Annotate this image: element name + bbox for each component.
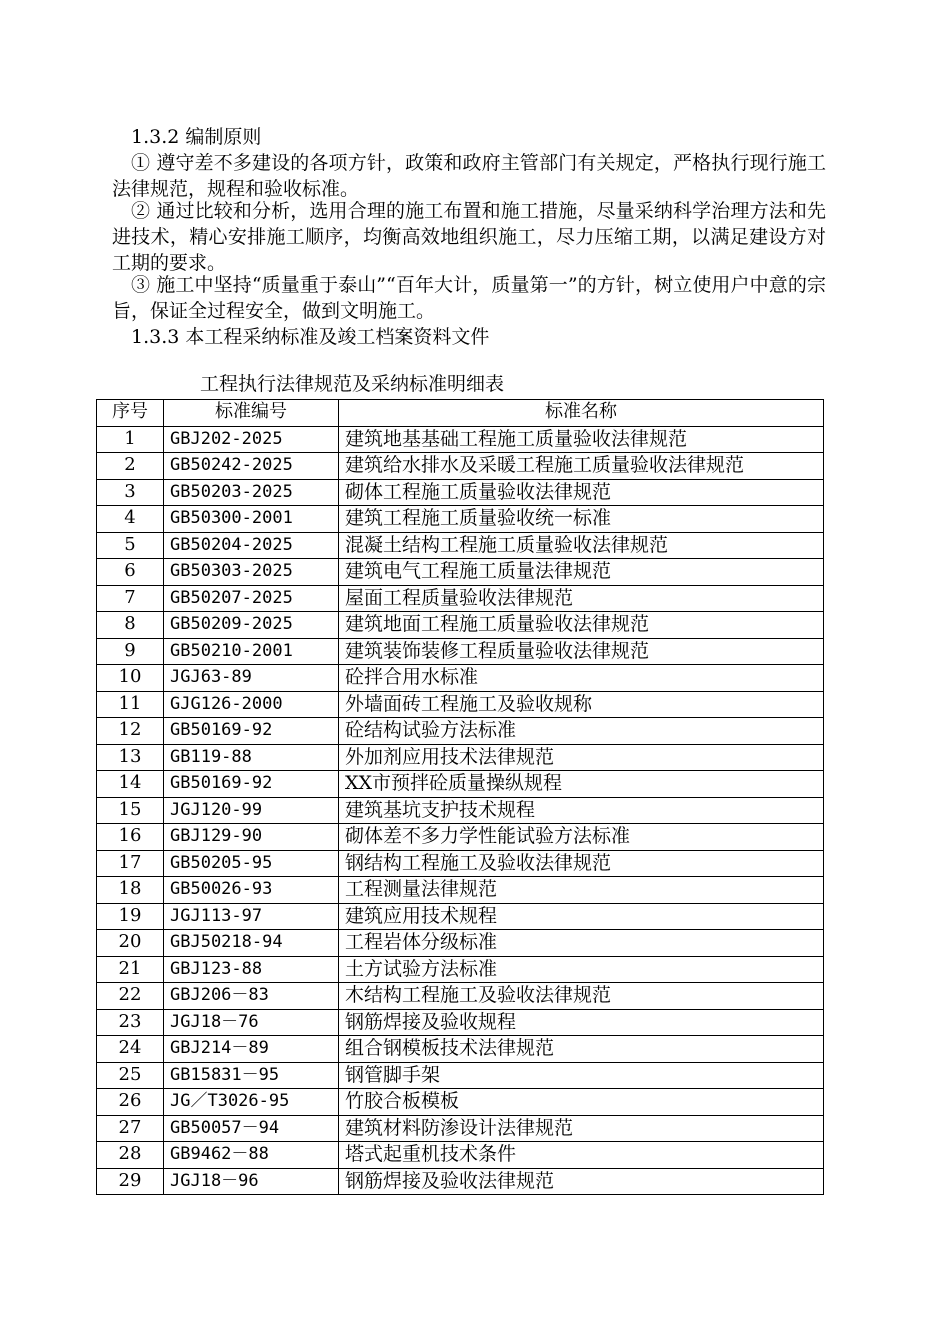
- table-row: [97, 1168, 824, 1195]
- section-heading-1-3-2: 1.3.2 编制原则: [131, 126, 262, 148]
- cell-serial-no: 9: [97, 638, 164, 665]
- table-header-row: [97, 400, 824, 427]
- cell-standard-name: 钢筋焊接及验收法律规范: [339, 1168, 824, 1195]
- table-row: [97, 585, 824, 612]
- principle-paragraph-1: ① 遵守差不多建设的各项方针，政策和政府主管部门有关规定，严格执行现行施工法律规范，规程和验收标准。: [112, 152, 826, 200]
- table-row: [97, 1089, 824, 1116]
- header-standard-code: 标准编号: [164, 400, 339, 427]
- cell-standard-code: GB50205-95: [164, 850, 339, 877]
- cell-serial-no: 26: [97, 1089, 164, 1116]
- table-caption: 工程执行法律规范及采纳标准明细表: [200, 373, 505, 395]
- cell-serial-no: 17: [97, 850, 164, 877]
- table-row: [97, 1062, 824, 1089]
- table-body: [97, 426, 824, 1195]
- cell-serial-no: 25: [97, 1062, 164, 1089]
- cell-serial-no: 15: [97, 797, 164, 824]
- table-row: [97, 479, 824, 506]
- table-row: [97, 956, 824, 983]
- cell-serial-no: 27: [97, 1115, 164, 1142]
- table-row: [97, 612, 824, 639]
- cell-standard-code: GBJ202-2025: [164, 426, 339, 453]
- cell-standard-name: 建筑工程施工质量验收统一标准: [339, 506, 824, 533]
- cell-standard-name: 混凝土结构工程施工质量验收法律规范: [339, 532, 824, 559]
- header-standard-name: 标准名称: [339, 400, 824, 427]
- cell-standard-name: 砼拌合用水标准: [339, 665, 824, 692]
- cell-standard-code: JGJ18－76: [164, 1009, 339, 1036]
- cell-standard-code: GB50203-2025: [164, 479, 339, 506]
- cell-standard-name: 建筑地基基础工程施工质量验收法律规范: [339, 426, 824, 453]
- cell-standard-name: 土方试验方法标准: [339, 956, 824, 983]
- cell-standard-code: JGJ63-89: [164, 665, 339, 692]
- cell-serial-no: 2: [97, 453, 164, 480]
- cell-standard-code: GBJ50218-94: [164, 930, 339, 957]
- cell-serial-no: 23: [97, 1009, 164, 1036]
- principle-paragraph-3: ③ 施工中坚持“质量重于泰山”“百年大计，质量第一”的方针，树立使用户中意的宗旨，保证全过程安全，做到文明施工。: [112, 274, 826, 322]
- cell-serial-no: 11: [97, 691, 164, 718]
- cell-standard-name: 建筑材料防渗设计法律规范: [339, 1115, 824, 1142]
- cell-standard-code: GB50242-2025: [164, 453, 339, 480]
- cell-standard-code: JG／T3026-95: [164, 1089, 339, 1116]
- cell-standard-name: 建筑应用技术规程: [339, 903, 824, 930]
- cell-serial-no: 13: [97, 744, 164, 771]
- table-row: [97, 638, 824, 665]
- table-row: [97, 453, 824, 480]
- table-row: [97, 1009, 824, 1036]
- cell-standard-code: GB50169-92: [164, 771, 339, 798]
- cell-standard-name: 工程测量法律规范: [339, 877, 824, 904]
- cell-standard-name: 建筑装饰装修工程质量验收法律规范: [339, 638, 824, 665]
- cell-standard-name: 建筑电气工程施工质量法律规范: [339, 559, 824, 586]
- cell-serial-no: 22: [97, 983, 164, 1010]
- cell-standard-name: 外墙面砖工程施工及验收规称: [339, 691, 824, 718]
- cell-standard-name: 建筑基坑支护技术规程: [339, 797, 824, 824]
- cell-standard-code: GBJ123-88: [164, 956, 339, 983]
- cell-serial-no: 4: [97, 506, 164, 533]
- cell-standard-code: JGJ113-97: [164, 903, 339, 930]
- cell-standard-name: 木结构工程施工及验收法律规范: [339, 983, 824, 1010]
- cell-standard-name: 建筑给水排水及采暖工程施工质量验收法律规范: [339, 453, 824, 480]
- table-row: [97, 665, 824, 692]
- cell-serial-no: 1: [97, 426, 164, 453]
- cell-standard-code: GB50026-93: [164, 877, 339, 904]
- cell-serial-no: 3: [97, 479, 164, 506]
- cell-standard-name: 组合钢模板技术法律规范: [339, 1036, 824, 1063]
- cell-standard-name: 钢筋焊接及验收规程: [339, 1009, 824, 1036]
- cell-serial-no: 6: [97, 559, 164, 586]
- cell-standard-name: 屋面工程质量验收法律规范: [339, 585, 824, 612]
- cell-standard-code: GB50204-2025: [164, 532, 339, 559]
- header-serial-no: 序号: [97, 400, 164, 427]
- cell-standard-code: GBJ129-90: [164, 824, 339, 851]
- cell-standard-code: GBJ214－89: [164, 1036, 339, 1063]
- cell-standard-code: GB50207-2025: [164, 585, 339, 612]
- cell-serial-no: 16: [97, 824, 164, 851]
- table-row: [97, 877, 824, 904]
- table-row: [97, 771, 824, 798]
- cell-standard-code: GB50057－94: [164, 1115, 339, 1142]
- table-row: [97, 930, 824, 957]
- cell-serial-no: 18: [97, 877, 164, 904]
- table-row: [97, 797, 824, 824]
- table-row: [97, 983, 824, 1010]
- cell-standard-name: 工程岩体分级标准: [339, 930, 824, 957]
- cell-standard-code: JGJ18－96: [164, 1168, 339, 1195]
- cell-standard-name: 钢结构工程施工及验收法律规范: [339, 850, 824, 877]
- cell-standard-code: GB50209-2025: [164, 612, 339, 639]
- cell-standard-name: 砼结构试验方法标准: [339, 718, 824, 745]
- cell-serial-no: 8: [97, 612, 164, 639]
- principle-paragraph-2: ② 通过比较和分析，选用合理的施工布置和施工措施，尽量采纳科学治理方法和先进技术，精心安排施工顺序，均衡高效地组织施工，尽力压缩工期，以满足建设方对工期的要求。: [112, 200, 826, 274]
- table-row: [97, 559, 824, 586]
- cell-serial-no: 28: [97, 1142, 164, 1169]
- cell-standard-code: GB50303-2025: [164, 559, 339, 586]
- cell-serial-no: 12: [97, 718, 164, 745]
- cell-standard-name: 竹胶合板模板: [339, 1089, 824, 1116]
- cell-serial-no: 29: [97, 1168, 164, 1195]
- cell-standard-code: GB15831－95: [164, 1062, 339, 1089]
- cell-standard-code: GB50210-2001: [164, 638, 339, 665]
- table-row: [97, 1115, 824, 1142]
- cell-standard-code: GB50300-2001: [164, 506, 339, 533]
- cell-serial-no: 21: [97, 956, 164, 983]
- table-row: [97, 532, 824, 559]
- cell-standard-code: GBJ206－83: [164, 983, 339, 1010]
- cell-standard-code: JGJ120-99: [164, 797, 339, 824]
- cell-serial-no: 7: [97, 585, 164, 612]
- table-row: [97, 1036, 824, 1063]
- cell-standard-name: 外加剂应用技术法律规范: [339, 744, 824, 771]
- cell-serial-no: 10: [97, 665, 164, 692]
- table-row: [97, 903, 824, 930]
- table-row: [97, 1142, 824, 1169]
- cell-serial-no: 5: [97, 532, 164, 559]
- cell-standard-name: 建筑地面工程施工质量验收法律规范: [339, 612, 824, 639]
- table-row: [97, 506, 824, 533]
- table-row: [97, 744, 824, 771]
- table-row: [97, 850, 824, 877]
- cell-serial-no: 24: [97, 1036, 164, 1063]
- cell-standard-name: 钢管脚手架: [339, 1062, 824, 1089]
- cell-standard-code: GB9462－88: [164, 1142, 339, 1169]
- table-row: [97, 718, 824, 745]
- section-heading-1-3-3: 1.3.3 本工程采纳标准及竣工档案资料文件: [131, 326, 490, 348]
- cell-standard-name: 砌体工程施工质量验收法律规范: [339, 479, 824, 506]
- table-row: [97, 824, 824, 851]
- cell-serial-no: 20: [97, 930, 164, 957]
- cell-serial-no: 14: [97, 771, 164, 798]
- cell-standard-name: 塔式起重机技术条件: [339, 1142, 824, 1169]
- cell-standard-name: 砌体差不多力学性能试验方法标准: [339, 824, 824, 851]
- cell-serial-no: 19: [97, 903, 164, 930]
- standards-table: [96, 399, 824, 1195]
- cell-standard-code: GJG126-2000: [164, 691, 339, 718]
- table-row: [97, 426, 824, 453]
- table-row: [97, 691, 824, 718]
- cell-standard-code: GB119-88: [164, 744, 339, 771]
- cell-standard-code: GB50169-92: [164, 718, 339, 745]
- cell-standard-name: XX市预拌砼质量操纵规程: [339, 771, 824, 798]
